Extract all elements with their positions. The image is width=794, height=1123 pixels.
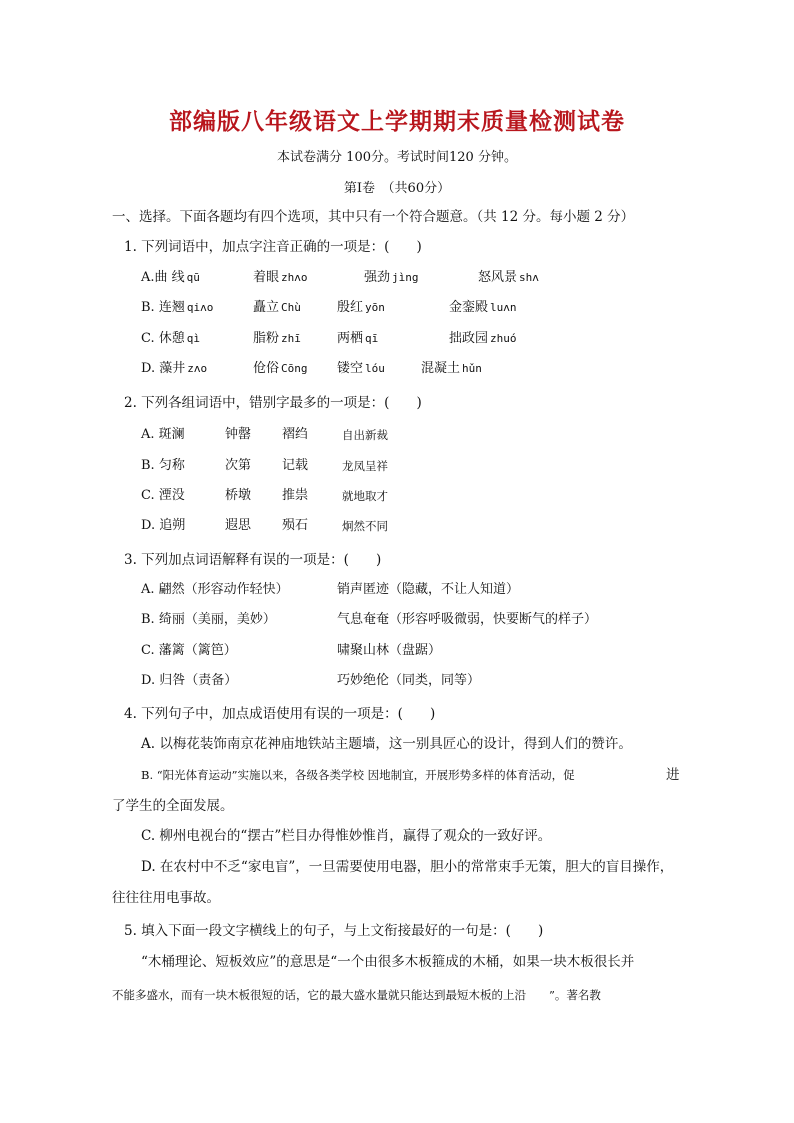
q2-option-d-word1: D. 追朔 (141, 518, 186, 533)
q2-option-b-word2: 次第 (225, 458, 252, 473)
q4-option-b-line1: B. “阳光体育运动”实施以来，各级各类学校 因地制宜，开展形势多样的体育活动，促 (141, 768, 575, 782)
q1-option-c-word4: 拙政园 zhuó (449, 331, 517, 346)
q3-option-b-left: B. 绮丽（美丽，美妙） (141, 612, 276, 627)
q5-passage-line1: “木桶理论、短板效应”的意思是“一个由很多木板箍成的木桶，如果一块木板很长并 (141, 954, 635, 970)
q1-option-a-word1: A.曲 线 qū (141, 270, 200, 285)
page-title: 部编版八年级语文上学期期末质量检测试卷 (169, 109, 625, 135)
q3-option-c-left: C. 藩篱（篱笆） (141, 643, 237, 658)
q2-option-c-word3: 推祟 (282, 488, 309, 503)
q2-option-d-word3: 殒石 (282, 518, 309, 533)
q1-option-d-word1: D. 藻井 zʌo (141, 361, 208, 376)
q3-option-a-right: 销声匿迹（隐藏，不让人知道） (337, 582, 520, 597)
q3-option-d-right: 巧妙绝伦（同类，同等） (337, 673, 481, 688)
q2-option-d-word2: 遐思 (225, 518, 252, 533)
q1-option-b-word3: 殷红 yōn (337, 300, 385, 315)
question-1-stem: 1. 下列词语中，加点字注音正确的一项是：( ) (124, 239, 422, 255)
q4-option-c: C. 柳州电视台的“摆古”栏目办得惟妙惟肖，赢得了观众的一致好评。 (141, 828, 552, 844)
q1-option-b-word2: 矗立 Chù (253, 300, 301, 315)
q2-option-a-word4: 自出新裁 (342, 428, 388, 442)
q2-option-d-word4: 炯然不同 (342, 519, 388, 533)
q1-option-d-word4: 混凝土 hǔn (421, 361, 482, 376)
q1-option-c-word2: 脂粉 zhī (253, 331, 301, 346)
q1-option-c-word1: C. 休憩 qì (141, 331, 200, 346)
exam-info: 本试卷满分 100分。考试时间120 分钟。 (277, 150, 517, 165)
q4-option-b-line1-end: 进 (666, 767, 680, 783)
question-2-stem: 2. 下列各组词语中，错别字最多的一项是：( ) (124, 395, 422, 411)
q3-option-c-right: 啸聚山林（盘踞） (337, 643, 442, 658)
q2-option-b-word1: B. 匀称 (141, 458, 185, 473)
q1-option-d-word3: 镂空 lóu (337, 361, 385, 376)
q2-option-c-word1: C. 湮没 (141, 488, 185, 503)
q2-option-a-word3: 褶绉 (282, 427, 309, 442)
question-4-stem: 4. 下列句子中，加点成语使用有误的一项是：( ) (124, 706, 436, 722)
q4-option-a: A. 以梅花装饰南京花神庙地铁站主题墙，这一别具匠心的设计，得到人们的赞许。 (141, 736, 632, 752)
q1-option-c-word3: 两栖 qī (337, 331, 379, 346)
q1-option-a-word2: 着眼 zhʌo (253, 270, 308, 285)
q5-passage-line2: 不能多盛水，而有一块木板很短的话，它的最大盛水量就只能达到最短木板的上沿 ”。著名教 (112, 988, 601, 1002)
q3-option-d-left: D. 归咎（责备） (141, 673, 238, 688)
section-heading: 一、选择。下面各题均有四个选项，其中只有一个符合题意。（共 12 分。每小题 2 分） (112, 209, 635, 225)
q1-option-d-word2: 伧俗 Cōng (253, 361, 308, 376)
q4-option-b-line2: 了学生的全面发展。 (112, 798, 234, 814)
q2-option-b-word4: 龙凤呈祥 (342, 459, 388, 473)
question-3-stem: 3. 下列加点词语解释有误的一项是：( ) (124, 552, 382, 568)
q2-option-a-word1: A. 斑澜 (141, 427, 185, 442)
q4-option-d-line1: D. 在农村中不乏“家电盲”，一旦需要使用电器，胆小的常常束手无策，胆大的盲目操作， (141, 859, 674, 875)
q3-option-a-left: A. 翩然（形容动作轻快） (141, 582, 289, 597)
q2-option-b-word3: 记载 (282, 458, 309, 473)
question-5-stem: 5. 填入下面一段文字横线上的句子，与上文衔接最好的一句是：( ) (124, 923, 544, 939)
q1-option-b-word1: B. 连翘 qiʌo (141, 300, 214, 315)
q1-option-a-word4: 怒风景 shʌ (478, 270, 539, 285)
q1-option-b-word4: 金銮殿 luʌn (449, 300, 517, 315)
q1-option-a-word3: 强劲 jìng (364, 270, 419, 285)
volume-heading: 第Ⅰ卷 （共60分） (343, 181, 451, 196)
q2-option-c-word4: 就地取才 (342, 489, 388, 503)
q4-option-d-line2: 往往往用电事故。 (112, 890, 220, 906)
q2-option-c-word2: 桥墩 (225, 488, 252, 503)
q3-option-b-right: 气息奄奄（形容呼吸微弱，快要断气的样子） (337, 612, 598, 627)
q2-option-a-word2: 钟罄 (225, 427, 252, 442)
